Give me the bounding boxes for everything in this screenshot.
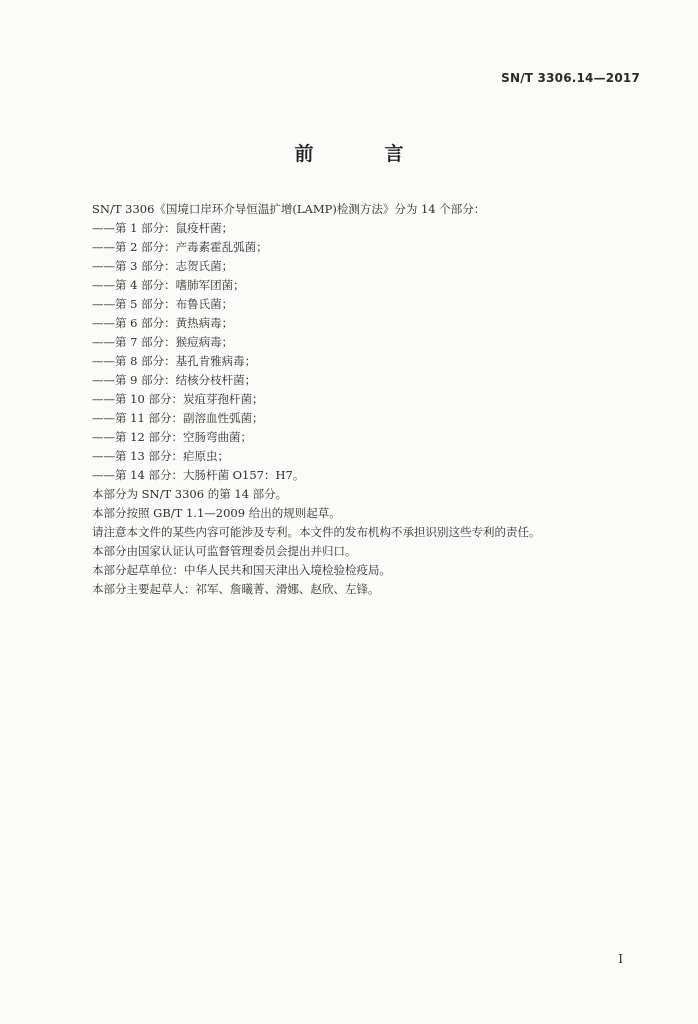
list-item: ——第 4 部分：嗜肺军团菌； (92, 278, 245, 292)
list-item: ——第 2 部分：产毒素霍乱弧菌； (92, 240, 268, 254)
list-item: ——第 12 部分：空肠弯曲菌； (92, 430, 252, 444)
list-item: ——第 7 部分：猴痘病毒； (92, 335, 234, 349)
list-item: ——第 5 部分：布鲁氏菌； (92, 297, 234, 311)
list-item: ——第 9 部分：结核分枝杆菌； (92, 373, 257, 387)
page-number: I (618, 952, 623, 966)
list-item: ——第 13 部分：疟原虫； (92, 449, 229, 463)
list-item: ——第 10 部分：炭疽芽孢杆菌； (92, 392, 264, 406)
list-item: ——第 6 部分：黄热病毒； (92, 316, 234, 330)
list-item: ——第 11 部分：副溶血性弧菌； (92, 411, 264, 425)
page-title: 前 言 (294, 143, 430, 165)
statement-paragraph: 本部分主要起草人：祁军、詹曦菁、滑娜、赵欣、左锋。 (92, 582, 380, 596)
list-item: ——第 1 部分：鼠疫杆菌； (92, 221, 234, 235)
list-item: ——第 8 部分：基孔肯雅病毒； (92, 354, 257, 368)
statement-paragraph: 本部分按照 GB/T 1.1—2009 给出的规则起草。 (92, 506, 341, 520)
list-item: ——第 14 部分：大肠杆菌 O157：H7。 (92, 468, 305, 482)
intro-paragraph: SN/T 3306《国境口岸环介导恒温扩增(LAMP)检测方法》分为 14 个部分： (92, 202, 486, 216)
foreword-body (92, 200, 652, 599)
statement-paragraph: 请注意本文件的某些内容可能涉及专利。本文件的发布机构不承担识别这些专利的责任。 (92, 525, 541, 539)
list-item: ——第 3 部分：志贺氏菌； (92, 259, 234, 273)
statement-paragraph: 本部分由国家认证认可监督管理委员会提出并归口。 (92, 544, 357, 558)
standard-code: SN/T 3306.14—2017 (501, 71, 640, 85)
statement-paragraph: 本部分起草单位：中华人民共和国天津出入境检验检疫局。 (92, 563, 391, 577)
statement-paragraph: 本部分为 SN/T 3306 的第 14 部分。 (92, 487, 288, 501)
